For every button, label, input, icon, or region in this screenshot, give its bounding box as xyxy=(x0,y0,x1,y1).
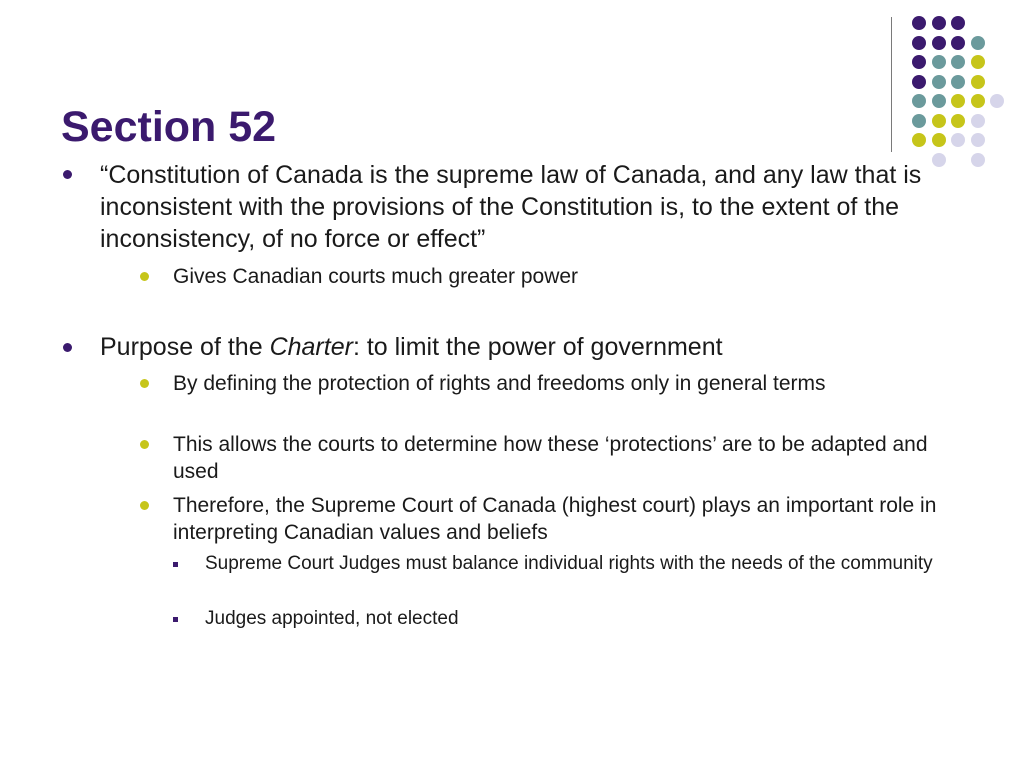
decorative-dot xyxy=(951,94,965,108)
sub-sub-bullet-marker-2-3-2 xyxy=(173,617,178,622)
slide-title: Section 52 xyxy=(61,103,277,151)
decorative-dot xyxy=(932,16,946,30)
decorative-dot xyxy=(912,55,926,69)
decorative-dot xyxy=(971,94,985,108)
sub-sub-bullet-marker-2-3-1 xyxy=(173,562,178,567)
decorative-dot xyxy=(951,16,965,30)
decorative-dot xyxy=(971,133,985,147)
decorative-dot xyxy=(932,36,946,50)
decorative-dot xyxy=(912,36,926,50)
decorative-dot xyxy=(971,114,985,128)
sub-bullet-2-2-text: This allows the courts to determine how these ‘protections’ are to be adapted and used xyxy=(173,433,928,483)
decorative-dot xyxy=(951,36,965,50)
decorative-dot xyxy=(971,36,985,50)
decorative-dot xyxy=(912,75,926,89)
sub-bullet-marker-2-1 xyxy=(140,379,149,388)
decorative-dot xyxy=(932,133,946,147)
decorative-dot xyxy=(951,55,965,69)
decorative-dot xyxy=(912,16,926,30)
sub-sub-bullet-2-3-2-text: Judges appointed, not elected xyxy=(205,608,459,629)
sub-bullet-marker-1-1 xyxy=(140,272,149,281)
decorative-dot xyxy=(971,75,985,89)
decorative-dot xyxy=(932,75,946,89)
sub-bullet-1-1-text: Gives Canadian courts much greater power xyxy=(173,265,579,288)
bullet-2-text xyxy=(100,331,980,363)
decorative-dot xyxy=(932,114,946,128)
bullet-marker-1 xyxy=(63,170,72,179)
bullet-2-text-before: Purpose of the xyxy=(100,333,270,361)
decorative-dot xyxy=(912,114,926,128)
divider-line xyxy=(891,17,892,152)
bullet-marker-2 xyxy=(63,343,72,352)
decorative-dot xyxy=(951,75,965,89)
bullet-2-text-italic: Charter xyxy=(269,333,353,361)
decorative-dot xyxy=(932,94,946,108)
decorative-dot xyxy=(932,55,946,69)
decorative-dot xyxy=(951,114,965,128)
sub-sub-bullet-2-3-1-text: Supreme Court Judges must balance individual rights with the needs of the community xyxy=(205,553,933,574)
bullet-1-text: “Constitution of Canada is the supreme law of Canada, and any law that is inconsistent with the provisions of the Constitution is, to the extent of the inconsistency, of no force or effect” xyxy=(100,161,922,253)
sub-bullet-marker-2-3 xyxy=(140,501,149,510)
decorative-dot xyxy=(912,133,926,147)
bullet-2-text-after: : to limit the power of government xyxy=(352,333,723,361)
sub-bullet-marker-2-2 xyxy=(140,440,149,449)
sub-bullet-2-3-text: Therefore, the Supreme Court of Canada (highest court) plays an important role in interpreting Canadian values and beliefs xyxy=(173,494,937,544)
decorative-dot xyxy=(971,55,985,69)
sub-bullet-2-1-text: By defining the protection of rights and freedoms only in general terms xyxy=(173,372,826,395)
decorative-dot xyxy=(951,133,965,147)
decorative-dot xyxy=(990,94,1004,108)
decorative-dot xyxy=(912,94,926,108)
